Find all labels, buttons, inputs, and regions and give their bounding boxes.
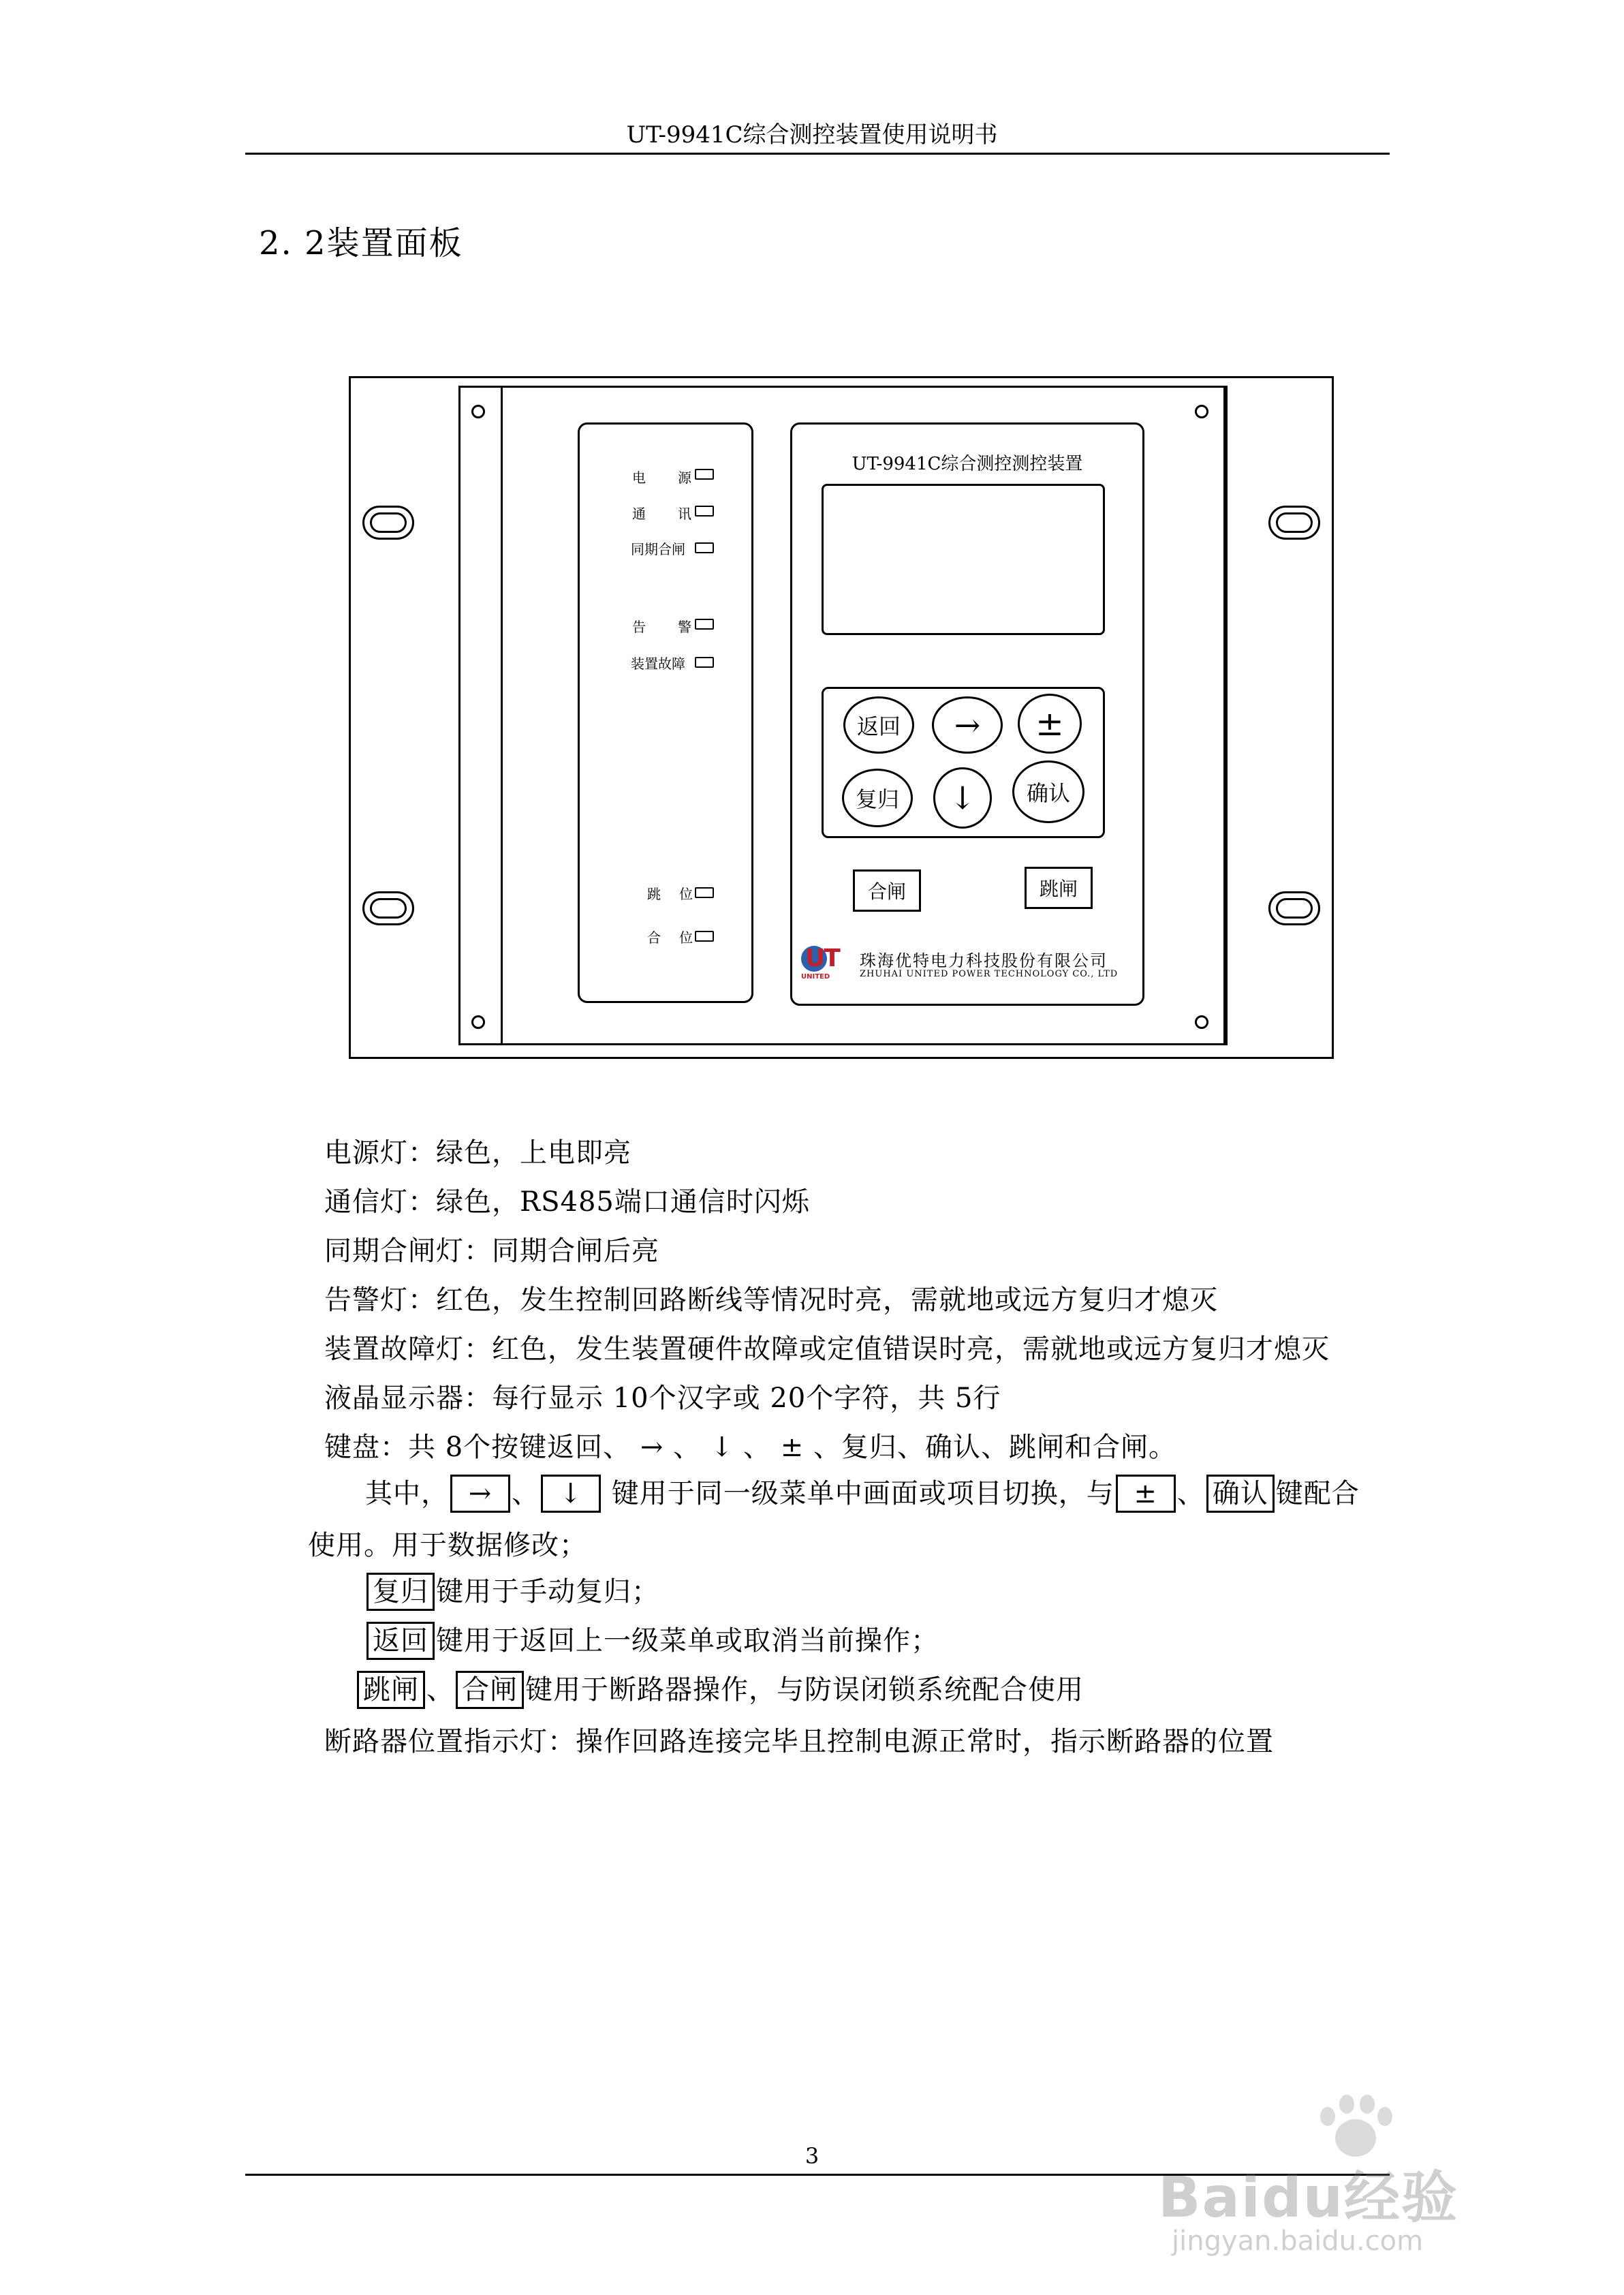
baidu-watermark xyxy=(1158,2092,1580,2255)
led-device-fault xyxy=(695,657,714,668)
led-label-comm: 通 讯 xyxy=(632,506,692,522)
desc-keys-paragraph-line2: 使用。用于数据修改； xyxy=(308,1530,587,1561)
desc-keyboard: 键盘：共 8个按键返回、 → 、 ↓ 、 ± 、复归、确认、跳闸和合闸。 xyxy=(324,1432,1176,1463)
led-power xyxy=(695,469,714,480)
inline-key-right: → xyxy=(450,1475,510,1513)
company-name-en: ZHUHAI UNITED POWER TECHNOLOGY CO., LTD xyxy=(860,969,1119,979)
right-arrow-key[interactable]: → xyxy=(932,696,1003,754)
desc-breaker-position-led: 断路器位置指示灯：操作回路连接完毕且控制电源正常时，指示断路器的位置 xyxy=(324,1726,1274,1757)
inline-key-down: ↓ xyxy=(541,1475,601,1513)
led-label-alarm: 告 警 xyxy=(632,619,692,635)
inline-key-back: 返回 xyxy=(366,1622,435,1660)
inline-key-reset: 复归 xyxy=(366,1573,435,1611)
led-close-pos xyxy=(695,931,714,942)
desc-keys-paragraph-line1: 其中， → 、 ↓ 键用于同一级菜单中画面或项目切换，与 ± 、 确认 键配合 xyxy=(365,1472,1360,1513)
led-sync-close xyxy=(695,542,714,553)
trip-key[interactable]: 跳闸 xyxy=(1025,867,1093,909)
led-trip-pos xyxy=(695,887,714,898)
led-label-power: 电 源 xyxy=(632,469,692,486)
desc-alarm-led: 告警灯：红色，发生控制回路断线等情况时亮，需就地或远方复归才熄灭 xyxy=(324,1284,1218,1316)
reset-key[interactable]: 复归 xyxy=(842,769,913,827)
led-label-device-fault: 装置故障 xyxy=(631,656,685,672)
back-key[interactable]: 返回 xyxy=(843,696,914,754)
document-header-title: UT-9941C综合测控装置使用说明书 xyxy=(626,121,998,149)
left-ear-line xyxy=(501,386,503,1045)
screw-top-left xyxy=(471,405,485,418)
watermark-brand: Baidu经验 xyxy=(1158,2166,1459,2230)
inline-key-close: 合闸 xyxy=(456,1671,524,1709)
desc-sync-close-led: 同期合闸灯：同期合闸后亮 xyxy=(324,1235,659,1267)
close-key[interactable]: 合闸 xyxy=(853,869,921,912)
desc-back-key: 返回 键用于返回上一级菜单或取消当前操作； xyxy=(365,1619,939,1660)
desc-lcd-display: 液晶显示器：每行显示 10个汉字或 20个字符，共 5行 xyxy=(324,1383,1001,1414)
mount-slot-bottom-left xyxy=(362,891,414,925)
desc-comm-led: 通信灯：绿色，RS485端口通信时闪烁 xyxy=(324,1186,810,1218)
screw-bottom-right xyxy=(1195,1015,1208,1029)
section-title: 2. 2装置面板 xyxy=(259,224,463,262)
confirm-key[interactable]: 确认 xyxy=(1012,760,1084,823)
inline-key-confirm: 确认 xyxy=(1206,1475,1275,1513)
desc-device-fault-led: 装置故障灯：红色，发生装置硬件故障或定值错误时亮，需就地或远方复归才熄灭 xyxy=(324,1334,1330,1365)
inline-key-trip: 跳闸 xyxy=(357,1671,425,1709)
desc-reset-key: 复归 键用于手动复归； xyxy=(365,1570,659,1611)
down-arrow-key[interactable]: ↓ xyxy=(933,767,992,829)
desc-trip-close-keys: 跳闸 、 合闸 键用于断路器操作，与防误闭锁系统配合使用 xyxy=(356,1668,1084,1709)
desc-power-led: 电源灯：绿色，上电即亮 xyxy=(324,1137,631,1169)
plusminus-key[interactable]: ± xyxy=(1018,694,1082,754)
led-comm xyxy=(695,506,714,517)
right-ear-line xyxy=(1225,386,1228,1045)
logo-text: UT xyxy=(805,944,839,972)
watermark-url: jingyan.baidu.com xyxy=(1172,2225,1424,2257)
led-alarm xyxy=(695,619,714,630)
device-title: UT-9941C综合测控测控装置 xyxy=(852,454,1083,474)
inline-key-plusminus: ± xyxy=(1116,1475,1176,1513)
led-label-trip-pos: 跳 位 xyxy=(647,886,693,902)
mount-slot-bottom-right xyxy=(1268,891,1320,925)
company-logo xyxy=(801,946,849,983)
company-name-cn: 珠海优特电力科技股份有限公司 xyxy=(860,951,1108,970)
screw-top-right xyxy=(1195,405,1208,418)
lcd-display xyxy=(822,484,1105,635)
header-rule xyxy=(245,153,1390,155)
led-label-close-pos: 合 位 xyxy=(647,929,693,946)
page-number: 3 xyxy=(805,2143,819,2169)
led-label-sync-close: 同期合闸 xyxy=(631,541,685,557)
logo-subtext: UNITED xyxy=(801,973,830,981)
mount-slot-top-left xyxy=(362,506,414,540)
mount-slot-top-right xyxy=(1268,506,1320,540)
screw-bottom-left xyxy=(471,1015,485,1029)
